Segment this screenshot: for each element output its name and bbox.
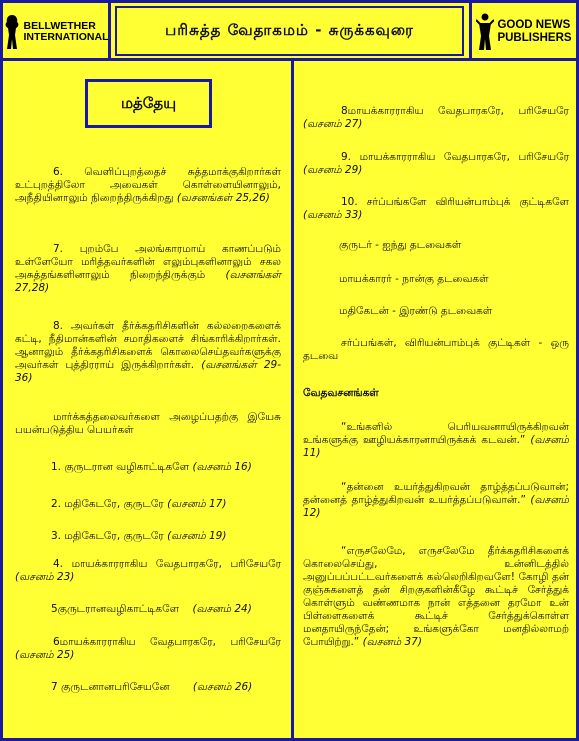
left-paragraph-6 <box>15 166 281 205</box>
left-paragraph-8 <box>15 320 281 385</box>
verse-ref: (வசனம் 11) <box>303 434 569 459</box>
name-item-6 <box>15 636 281 662</box>
verse-ref: (வசனம் 24) <box>192 603 252 615</box>
quote-3 <box>303 545 569 649</box>
quote-text: “எருசலேமே, எருசலேமே தீர்க்கதரிசிகளைக் கொலைசெய்து, உன்னிடத்தில் அனுப்பப்பட்டவர்களைக் கல்லெறிகிறவளே! கோழி தன் குஞ்சுகளைத் தன் சிறகுகளின்கீழே கூட்டிச் சேர்த்துக் கொள்ளும் வண்ணமாக நான் எத்தனை தரமோ உன் பிள்ளைகளைக் கூட்டிச் சேர்த்துக்கொள்ள மனதாயிருந்தேன்; உங்களுக்கோ மனதில்லாமற் போயிற்று.” <box>303 545 569 648</box>
verse-ref: (வசனம் 26) <box>192 681 253 693</box>
right-logo-line1: GOOD NEWS <box>497 19 571 31</box>
item-text: 6மாயக்காரராகிய வேதபாரகரே, பரிசேயரே <box>53 636 281 648</box>
section-title: வேதவசனங்கள் <box>303 387 379 399</box>
right-item-8 <box>303 105 569 131</box>
sheep-icon <box>3 13 21 51</box>
figure-icon <box>476 12 494 52</box>
names-intro: மார்க்கத்தலைவர்களை அழைப்பதற்கு இயேசு பயன்படுத்திய பெயர்கள் <box>15 411 281 436</box>
item-text: 7 குருடனானபரிசேயனே <box>51 681 170 693</box>
count-hypocrites: மாயக்காரர் - நான்கு தடவைகள் <box>339 273 489 285</box>
name-item-2 <box>51 498 281 511</box>
name-item-4 <box>15 558 281 584</box>
item-text: 8மாயக்காரராகிய வேதபாரகரே, பரிசேயரே <box>341 105 569 117</box>
count-serpents: சர்ப்பங்கள், விரியன்பாம்புக் குட்டிகள் - ஒரு தடவை <box>303 337 569 362</box>
item-text: 10. சர்ப்பங்களே விரியன்பாம்புக் குட்டிகளே <box>341 196 569 208</box>
book-title: மத்தேயு <box>85 79 212 128</box>
verse-ref: (வசனம் 17) <box>167 498 227 510</box>
verse-ref: (வசனம் 37) <box>362 636 422 648</box>
item-text: 3. மதிகேடரே, குருடரே <box>51 530 164 542</box>
name-item-5 <box>51 603 281 616</box>
paragraph-text: 8. அவர்கள் தீர்க்கதரிசிகளின் கல்லறைகளைக் கட்டி, நீதிமான்களின் சமாதிகளைச் சிங்காரிக்கிறார்கள். ஆனாலும் தீர்க்கதரிசிகளைக் கொலைசெய்தவர்களுக்கு அவர்கள் புத்திரராய் இருக்கிறார்கள். <box>15 320 281 371</box>
item-text: 9. மாயக்காரராகிய வேதபாரகரே, பரிசேயரே <box>341 151 569 163</box>
verse-ref: (வசனம் 16) <box>192 461 252 473</box>
verse-ref: (வசனம் 19) <box>167 530 227 542</box>
verse-ref: (வசனம் 25) <box>15 649 75 661</box>
count-blind: குருடர் - ஐந்து தடவைகள் <box>339 239 462 251</box>
quote-text: “தன்னை உயர்த்துகிறவன் தாழ்த்தப்படுவான்; தன்னைத் தாழ்த்துகிறவன் உயர்த்தப்படுவான்.” <box>303 481 569 506</box>
item-text: 2. மதிகேடரே, குருடரே <box>51 498 164 510</box>
bellwether-logo <box>3 3 111 61</box>
item-text: 1. குருடரான வழிகாட்டிகளே <box>51 461 190 473</box>
right-item-9 <box>303 151 569 177</box>
column-divider <box>291 61 294 741</box>
count-fools: மதிகேடன் - இரண்டு தடவைகள் <box>339 305 493 317</box>
name-item-1 <box>51 461 281 474</box>
page-title: பரிசுத்த வேதாகமம் - சுருக்கவுரை <box>115 6 464 56</box>
paragraph-text: 6. வெளிப்புறத்தைச் சுத்தமாக்குகிறார்கள் உட்புறத்திலோ அவைகள் கொள்ளையினாலும், அநீதியினாலும் நிறைந்திருக்கிறது <box>15 166 281 204</box>
verse-ref: (வசனம் 23) <box>15 571 75 583</box>
verse-ref: (வசனங்கள் 27,28) <box>15 269 281 294</box>
quote-1 <box>303 421 569 460</box>
item-text: 5குருடரானவழிகாட்டிகளே <box>51 603 180 615</box>
verse-ref: (வசனங்கள் 25,26) <box>176 192 270 204</box>
left-paragraph-7 <box>15 243 281 295</box>
good-news-logo <box>469 3 576 61</box>
right-logo-line2: PUBLISHERS <box>497 32 572 44</box>
quote-2 <box>303 481 569 520</box>
verse-ref: (வசனம் 12) <box>303 494 569 519</box>
verse-ref: (வசனம் 29) <box>303 164 363 176</box>
header <box>3 3 576 61</box>
item-text: 4. மாயக்காரராகிய வேதபாரகரே, பரிசேயரே <box>53 558 281 570</box>
quote-text: “உங்களில் பெரியவனாயிருக்கிறவன் உங்களுக்கு ஊழியக்காரனாயிருக்கக் கடவன்.” <box>303 421 569 446</box>
left-logo-line2: INTERNATIONAL <box>23 31 109 43</box>
verse-ref: (வசனம் 27) <box>303 118 363 130</box>
left-logo-line1: BELLWETHER <box>23 20 96 32</box>
paragraph-text: 7. புறம்பே அலங்காரமாய் காணப்படும் உள்ளேயோ மரித்தவர்களின் எலும்புகளினாலும் சகல அசுத்தங்களினாலும் நிறைந்திருக்கும் <box>15 243 281 281</box>
verse-ref: (வசனங்கள் 29-36) <box>15 359 281 384</box>
left-column <box>15 61 285 741</box>
name-item-7 <box>51 681 281 694</box>
right-column <box>303 61 573 741</box>
verse-ref: (வசனம் 33) <box>303 209 363 221</box>
name-item-3 <box>51 530 281 543</box>
right-item-10 <box>303 196 569 222</box>
